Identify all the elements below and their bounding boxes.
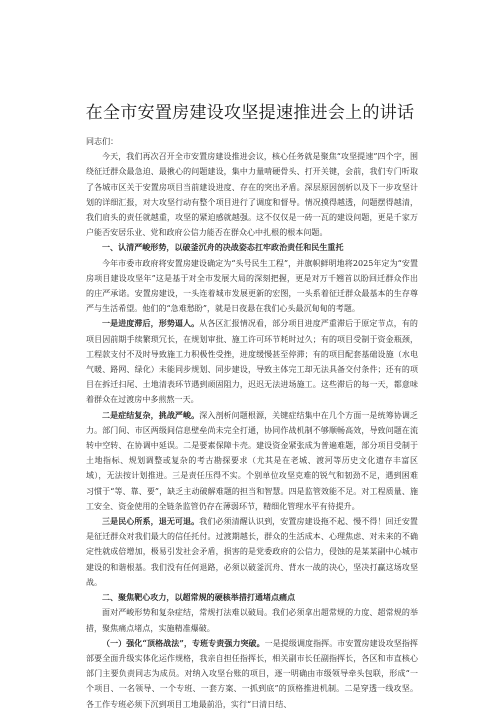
paragraph-point-2 xyxy=(86,408,418,514)
paragraph-section1-intro: 今年市委市政府将安置房建设确定为“头号民生工程”，并旗帜鲜明地将2025年定为“安置房项目建设攻坚年”这是基于对全市发展大局的深刻把握，更是对万千翘首以盼回迁群众作出的庄严承诺。安置房建设，一头连着城市发展更新的宏图，一头系着征迁群众最基本的生存尊严与生活希望。他们的“急难愁盼”，就是日夜悬在我们心头最沉甸甸的考题。 xyxy=(86,258,418,314)
paragraph-intro: 今天，我们再次召开全市安置房建设推进会议，核心任务就是聚焦“攻坚提速”四个字，围绕征迁群众最急迫、最揪心的问题建设，集中力量啃硬骨头、打开关键，会前，我们专门听取了各城市区关于安置房项目当前建设进度、存在的突出矛盾。深层原因剖析以及下一步攻坚计划的详细汇报，对大攻坚行动有整个项目进行了调度和督导。情况摸得越透，问题摆得越清，我们肩头的责任就越重，攻坚的紧迫感就越强。这不仅仅是一砖一瓦的建设问题，更是千家万户能否安居乐业、党和政府公信力能否在群众心中扎根的根本问题。 xyxy=(86,152,418,238)
point-text: 我们必须清醒认识到，安置房建设拖不起、慢不得！回迁安置是征迁群众对我们最大的信任托付。过渡期越长，群众的生活成本、心理焦虑、对未来的不确定性就成倍增加，极易引发社会矛盾，损害的是党委政府的公信力，侵蚀的是某某副中心城市建设的和谐根基。我们没有任何退路，必须以破釜沉舟、背水一战的决心，坚决打赢这场攻坚战。 xyxy=(86,517,418,587)
paragraph-section2-intro: 面对严峻形势和复杂症结，常规打法难以破局。我们必须拿出超常规的力度、超常规的举措，聚焦痛点堵点，实施精准爆破。 xyxy=(86,608,418,633)
paragraph-point-3 xyxy=(86,514,418,590)
point-text: 从各区汇报情况看，部分项目进度严重滞后于原定节点，有的项目因前期手续繁琐冗长，在规划审批、施工许可环节耗时过久；有的项目受制于资金瓶颈，工程款支付不及时导致施工力积极性受挫，进度缓慢甚至停滞；有的项目配套基础设施（水电气暖、路网、绿化）未能同步规划、同步建设，导致主体完工却无法具备交付条件；还有的项目在拆迁扫尾、土地清表环节遇到顽固阻力，迟迟无法进场施工。这些滞后的每一天，都意味着群众在过渡房中多煎熬一天。 xyxy=(86,319,418,405)
point-lead: （一）强化“顶格战法”，专班专责强力突破。 xyxy=(102,637,265,648)
point-lead: 三是民心所系，退无可退。 xyxy=(102,516,200,527)
document-title: 在全市安置房建设攻坚提速推进会上的讲话 xyxy=(85,103,415,123)
point-lead: 二是症结复杂，挑战严峻。 xyxy=(102,409,200,420)
section-heading-2: 二、聚焦靶心攻力，以超常规的硬核举措打通堵点痛点 xyxy=(102,592,296,603)
point-text: 一是提级调度指挥。市安置房建设攻坚指挥部要全面升级实体化运作规格，我亲自担任指挥长，相关副市长任副指挥长，各区和市直核心部门主要负责同志为成员。对纳入攻坚台账的项目，逐一明确由市级领导牵头包联，形成“一个项目、一名领导、一个专班、一套方案、一抓到底”的顶格推进机制。二是穿透一线攻坚。各工作专班必须下沉到项目工地最前沿，实行“日清日结、 xyxy=(86,638,418,709)
point-text: 深入剖析问题根源，关键症结集中在几个方面一是统筹协调乏力。部门间、市区两级间信息壁垒尚未完全打通，协同作战机制不够顺畅高效，导致问题在流转中空转、在协调中延误。二是要素保障卡壳。建设资金紧张成为普遍难题，部分项目受制于土地指标、规划调整或复杂的考古勘探要求（尤其是在老城、渡河等历史文化遗存丰富区域），无法按计划推进。三是责任压得不实。个别单位攻坚克难的锐气和韧劲不足，遇到困难习惯于“等、靠、要”，缺乏主动破解难题的担当和智慧。四是监管效能不足。对工程质量、施工安全、资金使用的全链条监管仍存在薄弱环节，精细化管理水平有待提升。 xyxy=(86,410,418,511)
section-heading-1: 一、认清严峻形势，以破釜沉舟的决战姿态扛牢政治责任和民生重托 xyxy=(102,242,344,253)
document-body xyxy=(86,134,418,712)
salutation: 同志们： xyxy=(86,137,119,146)
paragraph-subpoint-1 xyxy=(86,636,418,712)
paragraph-point-1 xyxy=(86,316,418,407)
point-lead: 一是进度滞后，形势逼人。 xyxy=(102,318,200,329)
